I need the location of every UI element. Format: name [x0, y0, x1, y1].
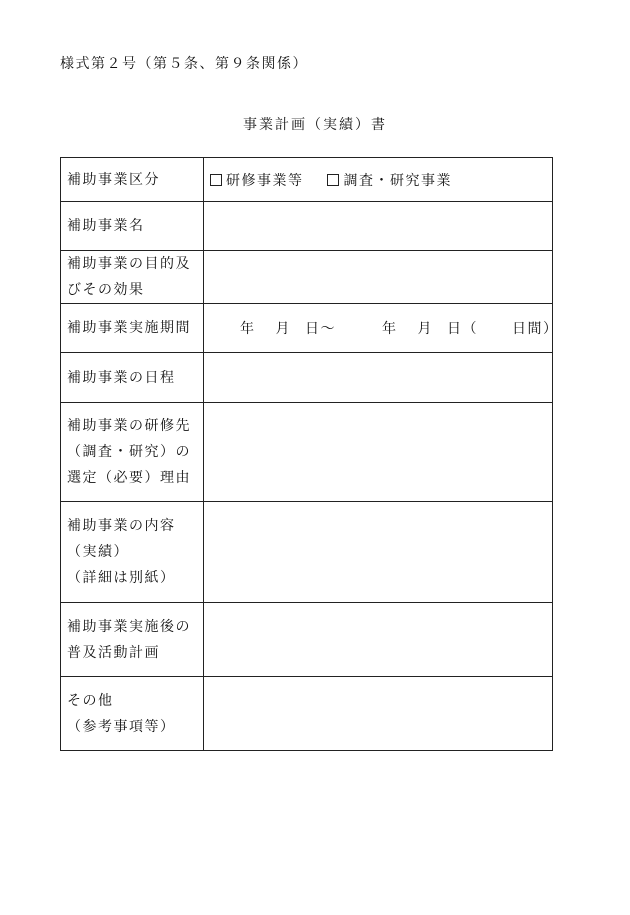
table-row-other — [61, 677, 553, 751]
option-research[interactable] — [327, 170, 452, 190]
label-reason — [61, 403, 204, 502]
value-other[interactable] — [204, 677, 553, 751]
label-line: （実績） — [67, 544, 129, 560]
option-training-label: 研修事業等 — [226, 172, 304, 189]
label-line: 補助事業の日程 — [67, 369, 176, 386]
period-end-day: 日（ — [447, 321, 478, 337]
period-total-days: 日間） — [512, 321, 559, 337]
value-content[interactable] — [204, 502, 553, 603]
value-reason[interactable] — [204, 403, 553, 502]
period-start-year: 年 — [240, 321, 256, 337]
value-dissemination[interactable] — [204, 603, 553, 677]
plan-table — [60, 157, 559, 751]
checkbox-icon[interactable] — [327, 174, 339, 186]
table-row-dissemination — [61, 603, 553, 677]
label-line: 補助事業の内容 — [67, 518, 176, 534]
label-line: 補助事業実施後の — [67, 618, 191, 635]
option-training[interactable] — [210, 170, 304, 190]
label-content — [61, 502, 204, 603]
label-project-name — [61, 202, 204, 251]
form-number: 様式第２号（第５条、第９条関係） — [60, 56, 308, 72]
label-schedule — [61, 353, 204, 403]
table-row-content — [61, 502, 553, 603]
label-line: びその効果 — [67, 282, 145, 298]
label-dissemination — [61, 603, 204, 677]
table-row-reason — [61, 403, 553, 502]
period-start-month: 月 — [275, 321, 291, 337]
label-purpose — [61, 251, 204, 304]
checkbox-icon[interactable] — [210, 174, 222, 186]
table-row-purpose — [61, 251, 553, 304]
document-title: 事業計画（実績）書 — [243, 117, 387, 133]
label-line: 普及活動計画 — [67, 644, 160, 661]
value-schedule[interactable] — [204, 353, 553, 403]
label-category — [61, 158, 204, 202]
period-end-year: 年 — [382, 321, 398, 337]
option-research-label: 調査・研究事業 — [343, 172, 452, 189]
label-line: （参考事項等） — [67, 718, 176, 735]
label-line: （詳細は別紙） — [67, 570, 176, 586]
value-purpose[interactable] — [204, 251, 553, 304]
table-row-name — [61, 202, 553, 251]
label-line: 選定（必要）理由 — [67, 470, 191, 486]
label-line: （調査・研究）の — [67, 444, 191, 460]
label-other — [61, 677, 204, 751]
label-line: 補助事業区分 — [67, 171, 160, 188]
period-start-day: 日～ — [305, 321, 336, 337]
label-line: 補助事業実施期間 — [67, 320, 191, 336]
value-period[interactable] — [204, 304, 559, 353]
label-line: 補助事業名 — [67, 218, 145, 234]
value-category — [204, 158, 553, 202]
table-row-period — [61, 304, 553, 353]
table-row-category — [61, 158, 553, 202]
label-line: 補助事業の研修先 — [67, 418, 191, 434]
label-line: その他 — [67, 692, 114, 709]
period-end-month: 月 — [417, 321, 433, 337]
period-fields — [210, 318, 559, 338]
value-project-name[interactable] — [204, 202, 553, 251]
label-line: 補助事業の目的及 — [67, 256, 191, 272]
table-row-schedule — [61, 353, 553, 403]
label-period — [61, 304, 204, 353]
